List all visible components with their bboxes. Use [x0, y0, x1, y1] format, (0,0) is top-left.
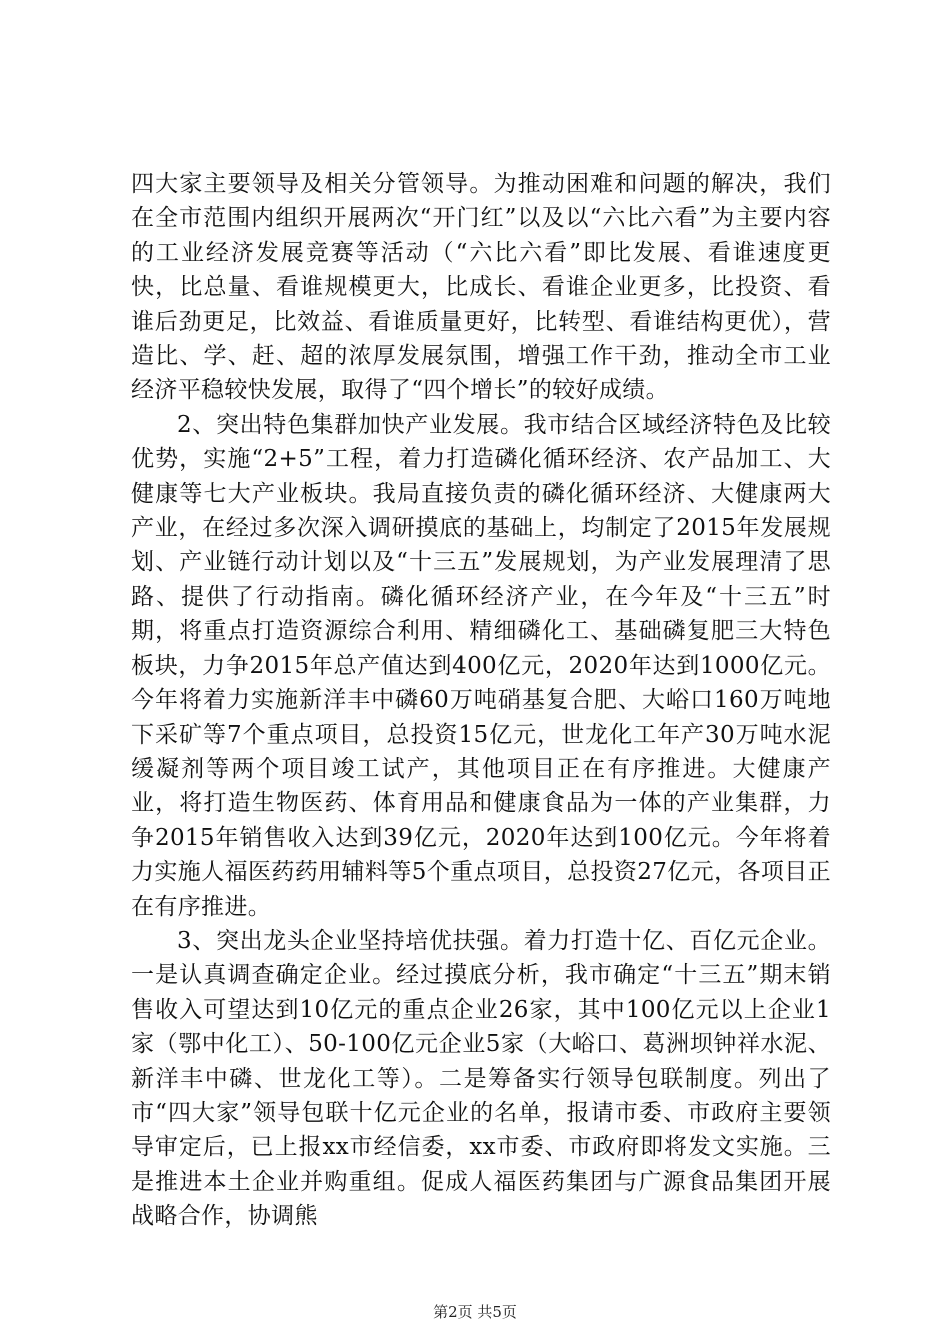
paragraph-section-3: 3、突出龙头企业坚持培优扶强。着力打造十亿、百亿元企业。一是认真调查确定企业。经过摸底分析，我市确定“十三五”期末销售收入可望达到10亿元的重点企业26家，其中100亿元以上企业1家（鄂中化工）、50-100亿元企业5家（大峪口、葛洲坝钟祥水泥、新洋丰中磷、世龙化工等）。二是筹备实行领导包联制度。列出了市“四大家”领导包联十亿元企业的名单，报请市委、市政府主要领导审定后，已上报xx市经信委，xx市委、市政府即将发文实施。三是推进本土企业并购重组。促成人福医药集团与广源食品集团开展战略合作，协调熊 [131, 927, 831, 1230]
paragraph-section-2: 2、突出特色集群加快产业发展。我市结合区域经济特色及比较优势，实施“2+5”工程，着力打造磷化循环经济、农产品加工、大健康等七大产业板块。我局直接负责的磷化循环经济、大健康两大产业，在经过多次深入调研摸底的基础上，均制定了2015年发展规划、产业链行动计划以及“十三五”发展规划，为产业发展理清了思路、提供了行动指南。磷化循环经济产业，在今年及“十三五”时期，将重点打造资源综合利用、精细磷化工、基础磷复肥三大特色板块，力争2015年总产值达到400亿元，2020年达到1000亿元。今年将着力实施新洋丰中磷60万吨硝基复合肥、大峪口160万吨地下采矿等7个重点项目，总投资15亿元，世龙化工年产30万吨水泥缓凝剂等两个项目竣工试产，其他项目正在有序推进。大健康产业，将打造生物医药、体育用品和健康食品为一体的产业集群，力争2015年销售收入达到39亿元，2020年达到100亿元。今年将着力实施人福医药药用辅料等5个重点项目，总投资27亿元，各项目正在有序推进。 [131, 411, 831, 920]
document-body [131, 167, 831, 1234]
paragraph-continuation: 四大家主要领导及相关分管领导。为推动困难和问题的解决，我们在全市范围内组织开展两次“开门红”以及以“六比六看”为主要内容的工业经济发展竞赛等活动（“六比六看”即比发展、看谁速度更快，比总量、看谁规模更大，比成长、看谁企业更多，比投资、看谁后劲更足，比效益、看谁质量更好，比转型、看谁结构更优），营造比、学、赶、超的浓厚发展氛围，增强工作干劲，推动全市工业经济平稳较快发展，取得了“四个增长”的较好成绩。 [131, 171, 831, 404]
page-number-footer: 第2页 共5页 [433, 1303, 517, 1321]
